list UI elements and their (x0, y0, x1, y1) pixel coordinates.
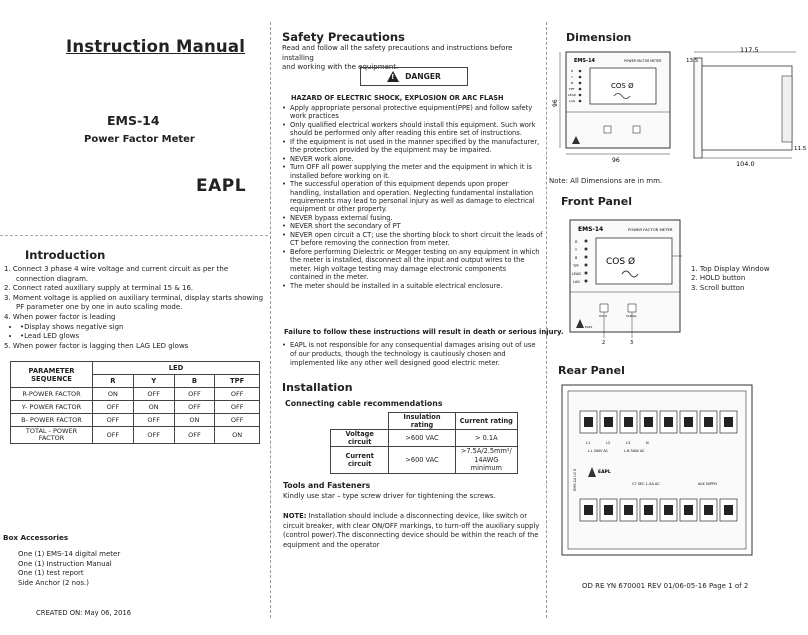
safety-bullet-line: • NEVER short the secondary of PT (290, 222, 401, 231)
cell: > 0.1A (455, 430, 517, 447)
safety-bullet-line: equipment or other property. (290, 205, 388, 214)
safety-bullet (282, 222, 544, 230)
cell: OFF (93, 414, 134, 427)
intro-line: 1. Connect 3 phase 4 wire voltage and current circuit as per the (4, 265, 229, 273)
led-label: Y (575, 248, 578, 252)
intro-subitem: • • Display shows negative sign (20, 323, 268, 333)
voltage-label: L-N 300V AC (624, 449, 645, 453)
safety-bullet-line: CT before removing the connection from meter. (290, 239, 450, 248)
safety-bullet-line: • NEVER work alone. (290, 154, 354, 163)
safety-heading: Safety Precautions (282, 30, 405, 44)
warning-icon (387, 71, 399, 82)
created-date: CREATED ON: May 06, 2016 (36, 609, 132, 617)
legend-item: 3. Scroll button (691, 283, 745, 292)
meter-display: COS Ø (606, 257, 636, 267)
cell (331, 413, 389, 430)
safety-intro-line: Read and follow all the safety precautions and instructions before installing (282, 44, 513, 62)
terminal-screw (604, 505, 613, 515)
cell (455, 447, 517, 474)
rear-panel-drawing (558, 381, 756, 559)
intro-line: PF parameter one by one in auto scaling mode. (16, 303, 183, 312)
led-label: LEAD (572, 272, 581, 276)
top-terminal-label: L3 (626, 441, 631, 445)
dimension-front-drawing (554, 48, 686, 166)
led-header: LED (93, 362, 260, 375)
safety-bullet (282, 163, 544, 180)
safety-bullet-line: the meter is installed, disconnect all the input and output wires to the (290, 256, 525, 265)
led-col-header: B (174, 375, 215, 388)
terminal-screw (584, 417, 593, 427)
introduction-list (4, 265, 268, 351)
led-label: LAG (573, 280, 580, 284)
cell: OFF (174, 388, 215, 401)
led-label: TPF (569, 87, 575, 91)
hold-label: HOLD (599, 314, 608, 318)
safety-bullet (282, 214, 544, 222)
intro-line: 5. When power factor is lagging then LAG LED glows (4, 341, 189, 350)
led-label: B (575, 256, 578, 260)
terminal-screw (624, 505, 633, 515)
legend-item: 1. Top Display Window (691, 265, 770, 273)
table-row (11, 427, 260, 444)
note-line: (control power).The disconnecting device should be within the reach of the (283, 531, 539, 540)
meter-header: POWER FACTOR METER (628, 227, 673, 232)
list-item: One (1) EMS-14 digital meter (18, 550, 121, 558)
safety-bullet-line: • The meter should be installed in a suitable electrical enclosure. (290, 281, 503, 290)
brand-name: EAPL (196, 176, 247, 196)
meter-header: POWER FACTOR METER (624, 59, 662, 63)
safety-bullet (282, 121, 544, 138)
safety-bullet-line: requirements may lead to personal injury as well as damage to electrical (290, 196, 535, 205)
safety-bullet-line: meter. High voltage testing may damage electronic components (290, 264, 507, 273)
safety-bullet-line: • Turn OFF all power supplying the meter and the equipment in which it is (290, 163, 532, 172)
dimension-heading: Dimension (566, 31, 632, 44)
param-header: PARAMETER SEQUENCE (11, 362, 93, 388)
list-item: One (1) Instruction Manual (18, 559, 112, 568)
led-label: R (571, 69, 574, 73)
cell: OFF (93, 427, 134, 444)
intro-line: 2. Connect rated auxiliary supply at terminal 15 & 16. (4, 284, 194, 293)
meter-label: EMS-14 (578, 226, 604, 233)
list-item: Side Anchor (2 nos.) (18, 578, 89, 587)
side-bottom-label: 104.0 (736, 160, 755, 168)
installation-note (283, 512, 549, 550)
cell: OFF (215, 401, 260, 414)
cell: OFF (133, 388, 174, 401)
installation-heading: Installation (282, 381, 353, 394)
row-label: B- POWER FACTOR (11, 414, 93, 427)
safety-bullet (282, 248, 544, 282)
fold-line-1 (270, 22, 271, 618)
terminal-screw (724, 505, 733, 515)
note-label: NOTE: (283, 512, 307, 520)
terminal-screw (644, 417, 653, 427)
scroll-label: SCROLL (626, 314, 637, 318)
table-row (11, 414, 260, 427)
cell: OFF (93, 401, 134, 414)
page-number: Page 1 of 2 (709, 582, 749, 590)
row-label: R-POWER FACTOR (11, 388, 93, 401)
box-accessories-list (18, 550, 120, 588)
disclaimer-list (282, 341, 544, 367)
top-terminal-label: L1 (586, 441, 591, 445)
list-item: One (1) test report (18, 569, 84, 578)
hazard-text: HAZARD OF ELECTRIC SHOCK, EXPLOSION OR ARC FLASH (291, 94, 504, 102)
terminal-screw (644, 505, 653, 515)
cell: Voltage circuit (331, 430, 389, 447)
note-line: equipment and the operator (283, 540, 380, 549)
meter-label: EMS-14 (574, 58, 596, 64)
top-terminal-label: N (646, 441, 649, 445)
led-label: Y (571, 75, 573, 79)
side-offset-bottom-label: 11.5 (794, 146, 807, 152)
safety-bullet-line: the protection provided by the equipment may be impaired. (290, 146, 492, 155)
tools-heading: Tools and Fasteners (283, 481, 371, 490)
front-panel-legend (691, 265, 770, 293)
led-col-header: Y (133, 375, 174, 388)
introduction-heading: Introduction (25, 248, 106, 262)
safety-bullet (282, 282, 544, 290)
dimension-note: Note: All Dimensions are in mm. (549, 177, 663, 185)
cell-line: 14AWG minimum (470, 455, 502, 472)
cell: ON (215, 427, 260, 444)
cell: OFF (133, 427, 174, 444)
cell: OFF (174, 401, 215, 414)
led-col-header: TPF (215, 375, 260, 388)
table-row (331, 430, 518, 447)
callout-3: 3 (630, 340, 634, 346)
top-terminal-label: L2 (606, 441, 611, 445)
meter-display: COS Ø (611, 82, 634, 90)
terminal-screw (684, 505, 693, 515)
safety-bullet-line: contained in the meter. (290, 273, 369, 282)
ct-label: CT SEC 1-5A AC (632, 482, 660, 486)
rear-logo: EAPL (598, 470, 611, 475)
cell-line: >7.5A/2.5mm²/ (460, 447, 512, 455)
safety-bullet-line: • Before performing Dielectric or Megger testing on any equipment in which (290, 247, 540, 256)
aux-label: AUX SUPPLY (698, 482, 718, 486)
note-line: circuit breaker, with clear ON/OFF markings, to turn-off the auxiliary supply (283, 521, 540, 530)
danger-label (360, 67, 468, 86)
terminal-screw (664, 417, 673, 427)
safety-bullet-line: • NEVER bypass external fusing. (290, 213, 393, 222)
safety-bullet (282, 155, 544, 163)
document-reference: OD RE YN 670001 REV 01/06-05-16 (582, 582, 707, 590)
safety-bullet-line: • If the equipment is not used in the manner specified by the manufacturer, (290, 137, 540, 146)
intro-line: 4. When power factor is leading (4, 312, 116, 321)
terminal-screw (704, 417, 713, 427)
terminal-screw (684, 417, 693, 427)
disclaimer-line: • EAPL is not responsible for any consequential damages arising out of use (290, 341, 536, 349)
table-row (11, 401, 260, 414)
tools-text: Kindly use star – type screw driver for tightening the screws. (283, 492, 496, 500)
safety-bullet-line: handling, installation and operation. Neglecting fundamental installation (290, 188, 534, 197)
scroll-button (628, 304, 636, 312)
safety-bullet-line: • The successful operation of this equipment depends upon proper (290, 180, 509, 189)
disclaimer-line: implemented like any other well designed good electric meter. (290, 358, 500, 367)
hold-button (600, 304, 608, 312)
intro-line: 3. Moment voltage is applied on auxiliary terminal, display starts showing (4, 293, 264, 302)
safety-bullet-line: • NEVER open circuit a CT; use the shorting block to short circuit the leads of (290, 230, 543, 239)
row-label: Y- POWER FACTOR (11, 401, 93, 414)
safety-bullet-line: installed before working on it. (290, 171, 390, 180)
cell: OFF (174, 427, 215, 444)
front-panel-drawing (566, 216, 686, 346)
disclaimer-item (282, 341, 544, 367)
rear-panel-heading: Rear Panel (558, 364, 625, 377)
cable-table (330, 412, 518, 474)
side-label: EMS-14 LG 0 (573, 468, 577, 491)
cell: Current rating (455, 413, 517, 430)
terminal-screw (584, 505, 593, 515)
cable-heading: Connecting cable recommendations (285, 399, 443, 408)
hold-button (604, 126, 611, 133)
side-top-label: 117.5 (740, 46, 759, 54)
cell: >600 VAC (389, 430, 455, 447)
led-label: R (575, 240, 578, 244)
safety-intro-line: and working with the equipment. (282, 63, 399, 72)
led-sequence-table (10, 361, 260, 444)
cell: Current circuit (331, 447, 389, 474)
note-line: Installation should include a disconnecting device, like switch or (306, 512, 528, 520)
front-height-label: 96 (552, 99, 559, 107)
intro-subitem: • • Lead LED glows (20, 332, 268, 342)
product-subtitle: Power Factor Meter (84, 134, 195, 145)
cell: ON (133, 401, 174, 414)
terminal-screw (724, 417, 733, 427)
terminal-screw (624, 417, 633, 427)
safety-bullet (282, 180, 544, 214)
safety-bullet-line: • Only qualified electrical workers should install this equipment. Such work (290, 120, 536, 129)
led-label: LEAD (568, 93, 576, 97)
table-row (11, 388, 260, 401)
side-offset-top-label: 13.5 (686, 58, 699, 64)
front-panel-heading: Front Panel (561, 195, 632, 208)
model-name: EMS-14 (107, 113, 160, 128)
safety-bullet-line: should be performed only after reading this entire set of instructions. (290, 129, 522, 138)
legend-item: 2. HOLD button (691, 274, 746, 283)
cell: >600 VAC (389, 447, 455, 474)
failure-warning: Failure to follow these instructions will result in death or serious injury. (284, 328, 564, 336)
table-row (331, 413, 518, 430)
box-accessories-heading: Box Accessories (3, 533, 69, 542)
cell: ON (93, 388, 134, 401)
scroll-button (633, 126, 640, 133)
safety-bullet (282, 138, 544, 155)
terminal-screw (704, 505, 713, 515)
cell: Insulation rating (389, 413, 455, 430)
led-label: TPF (573, 264, 580, 268)
safety-bullet-line: • Apply appropriate personal protective equipment(PPE) and follow safety (290, 104, 533, 112)
intro-line: connection diagram. (16, 274, 89, 283)
terminal-screw (664, 505, 673, 515)
table-row (331, 447, 518, 474)
cell: OFF (133, 414, 174, 427)
safety-bullet-line: work practices (290, 112, 339, 121)
safety-bullets (282, 104, 544, 290)
disclaimer-line: of our products, though the technology is cautiously chosen and (290, 349, 506, 358)
row-label: TOTAL - POWER FACTOR (11, 427, 93, 444)
meter-logo: EAPL (585, 325, 593, 329)
dimension-side-drawing (686, 46, 806, 168)
led-col-header: R (93, 375, 134, 388)
manual-title: Instruction Manual (66, 37, 246, 56)
section-divider (0, 235, 268, 236)
cell: ON (174, 414, 215, 427)
danger-text: DANGER (405, 72, 441, 81)
intro-sublist (4, 323, 268, 342)
safety-bullet (282, 231, 544, 248)
terminal-screw (604, 417, 613, 427)
led-label: B (571, 81, 574, 85)
cell: OFF (215, 388, 260, 401)
front-width-label: 96 (612, 157, 620, 164)
cell: OFF (215, 414, 260, 427)
safety-bullet (282, 104, 544, 121)
led-label: LAG (569, 99, 576, 103)
callout-2: 2 (602, 340, 606, 346)
voltage-label: L-L 500V AC (588, 449, 608, 453)
